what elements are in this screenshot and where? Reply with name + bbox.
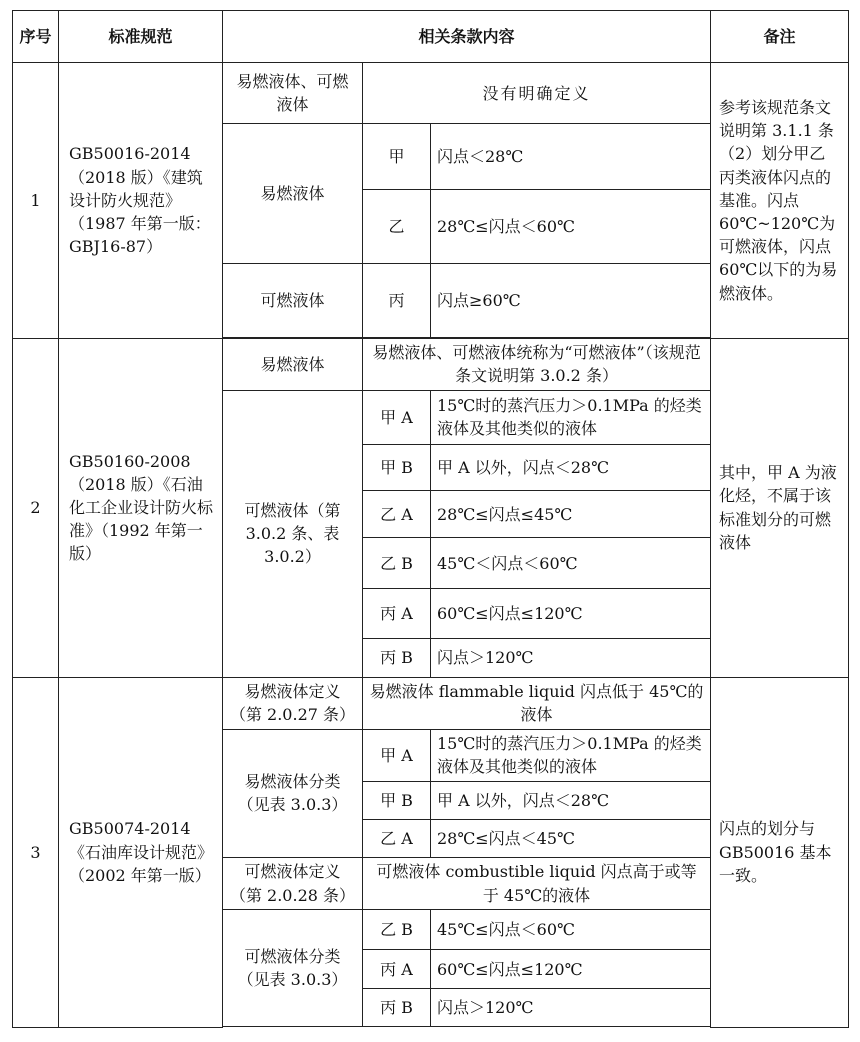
row3-class-desc: 28℃≤闪点＜45℃	[431, 819, 711, 857]
row3-flam-def-text: 易燃液体 flammable liquid 闪点低于 45℃的液体	[363, 677, 711, 729]
row3-comb-def-label: 可燃液体定义（第 2.0.28 条）	[223, 857, 363, 909]
table-header-row	[13, 11, 849, 63]
row3-flam-cls-label: 易燃液体分类（见表 3.0.3）	[223, 729, 363, 857]
row3-class-cell: 丙 A	[363, 950, 431, 989]
row2-class-desc: 28℃≤闪点≤45℃	[431, 491, 711, 538]
row2-standard: GB50160-2008（2018 版）《石油化工企业设计防火标准》（1992 年第一版）	[59, 338, 223, 677]
table-row	[13, 63, 849, 124]
row2-class-cell: 乙 A	[363, 491, 431, 538]
row2-class-cell: 丙 A	[363, 589, 431, 639]
row1-def-text: 没有明确定义	[363, 63, 711, 124]
row2-class-desc: 闪点＞120℃	[431, 639, 711, 677]
row2-class-cell: 丙 B	[363, 639, 431, 677]
row2-class-desc: 45℃＜闪点＜60℃	[431, 538, 711, 589]
row3-standard: GB50074-2014《石油库设计规范》（2002 年第一版）	[59, 677, 223, 1027]
row1-class-desc: 28℃≤闪点＜60℃	[431, 190, 711, 263]
row3-class-desc: 15℃时的蒸汽压力＞0.1MPa 的烃类液体及其他类似的液体	[431, 729, 711, 781]
row2-comb-label: 可燃液体（第 3.0.2 条、表 3.0.2）	[223, 390, 363, 677]
row1-class-desc: 闪点≥60℃	[431, 263, 711, 337]
row1-no: 1	[13, 63, 59, 339]
table-row	[13, 338, 849, 390]
header-content: 相关条款内容	[223, 11, 711, 63]
row2-class-cell: 甲 B	[363, 445, 431, 491]
row3-no: 3	[13, 677, 59, 1027]
row3-class-desc: 甲 A 以外，闪点＜28℃	[431, 781, 711, 819]
header-no: 序号	[13, 11, 59, 63]
row2-class-cell: 乙 B	[363, 538, 431, 589]
row2-class-desc: 60℃≤闪点≤120℃	[431, 589, 711, 639]
row1-class-desc: 闪点＜28℃	[431, 124, 711, 190]
standards-table	[12, 10, 849, 1028]
row1-class-cell: 丙	[363, 263, 431, 337]
row2-flam-label: 易燃液体	[223, 338, 363, 390]
row3-remark: 闪点的划分与 GB50016 基本一致。	[711, 677, 849, 1027]
row3-class-desc: 60℃≤闪点≤120℃	[431, 950, 711, 989]
header-remark: 备注	[711, 11, 849, 63]
row1-class-cell: 乙	[363, 190, 431, 263]
row3-comb-cls-label: 可燃液体分类（见表 3.0.3）	[223, 910, 363, 1027]
row3-class-cell: 乙 B	[363, 910, 431, 950]
row3-comb-def-text: 可燃液体 combustible liquid 闪点高于或等于 45℃的液体	[363, 857, 711, 909]
row3-flam-def-label: 易燃液体定义（第 2.0.27 条）	[223, 677, 363, 729]
row3-class-cell: 丙 B	[363, 989, 431, 1027]
row1-remark: 参考该规范条文说明第 3.1.1 条（2）划分甲乙丙类液体闪点的基准。闪点 60℃~120℃为可燃液体，闪点 60℃以下的为易燃液体。	[711, 63, 849, 339]
row1-standard: GB50016-2014（2018 版）《建筑设计防火规范》（1987 年第一版：GBJ16-87）	[59, 63, 223, 339]
table-row	[13, 677, 849, 729]
row2-flam-text: 易燃液体、可燃液体统称为“可燃液体”（该规范条文说明第 3.0.2 条）	[363, 338, 711, 390]
row3-class-desc: 闪点＞120℃	[431, 989, 711, 1027]
row1-flam-label: 易燃液体	[223, 124, 363, 263]
row1-class-cell: 甲	[363, 124, 431, 190]
row3-class-cell: 甲 A	[363, 729, 431, 781]
row2-class-desc: 15℃时的蒸汽压力＞0.1MPa 的烃类液体及其他类似的液体	[431, 390, 711, 444]
row3-class-cell: 乙 A	[363, 819, 431, 857]
row2-class-cell: 甲 A	[363, 390, 431, 444]
row2-class-desc: 甲 A 以外，闪点＜28℃	[431, 445, 711, 491]
row3-class-desc: 45℃≤闪点＜60℃	[431, 910, 711, 950]
row1-def-label: 易燃液体、可燃液体	[223, 63, 363, 124]
row3-class-cell: 甲 B	[363, 781, 431, 819]
row1-comb-label: 可燃液体	[223, 263, 363, 337]
header-standard: 标准规范	[59, 11, 223, 63]
row2-no: 2	[13, 338, 59, 677]
row2-remark: 其中，甲 A 为液化烃，不属于该标准划分的可燃液体	[711, 338, 849, 677]
